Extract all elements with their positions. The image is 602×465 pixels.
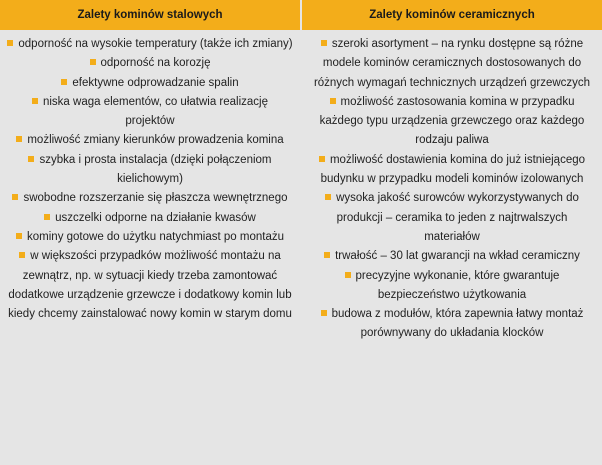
square-bullet-icon <box>90 59 96 65</box>
square-bullet-icon <box>7 40 13 46</box>
square-bullet-icon <box>325 194 331 200</box>
square-bullet-icon <box>61 79 67 85</box>
ceramic-advantage-item-text: trwałość – 30 lat gwarancji na wkład ceramiczny <box>335 250 580 263</box>
square-bullet-icon <box>16 233 22 239</box>
steel-advantage-item-text: szybka i prosta instalacja (dzięki połączeniom kielichowym) <box>39 153 272 186</box>
square-bullet-icon <box>28 156 34 162</box>
ceramic-advantage-item <box>308 305 596 344</box>
ceramic-advantage-item-text: szeroki asortyment – na rynku dostępne są różne modele kominów ceramicznych dostosowanych do różnych wymagań technicznych urządzeń grzewczych <box>313 38 591 89</box>
square-bullet-icon <box>44 214 50 220</box>
steel-advantage-item-text: odporność na korozję <box>100 57 211 70</box>
steel-advantage-item <box>6 209 294 228</box>
ceramic-advantage-item <box>308 267 596 306</box>
ceramic-advantage-item-text: precyzyjne wykonanie, które gwarantuje bezpieczeństwo użytkowania <box>355 269 560 301</box>
ceramic-advantage-item <box>308 93 596 151</box>
steel-advantage-item-text: odporność na wysokie temperatury (także ich zmiany) <box>18 38 293 50</box>
ceramic-advantage-item <box>308 151 596 190</box>
steel-advantage-item <box>6 247 294 324</box>
ceramic-advantage-item-text: wysoka jakość surowców wykorzystywanych do produkcji – ceramika to jeden z najtrwalszych materiałów <box>336 192 579 243</box>
steel-advantage-item-text: w większości przypadków możliwość montażu na zewnątrz, np. w sytuacji kiedy trzeba zamontować dodatkowe urządzenie grzewcze i dodatkowy komin lub kiedy chcemy zainstalować nowy komin w starym domu <box>8 250 292 321</box>
ceramic-advantage-item <box>308 247 596 266</box>
steel-advantages-column <box>0 34 300 344</box>
ceramic-advantage-item-text: budowa z modułów, która zapewnia łatwy montaż porównywany do układania klocków <box>331 308 584 340</box>
steel-advantage-item-text: możliwość zmiany kierunków prowadzenia komina <box>27 134 284 147</box>
steel-advantage-item <box>6 228 294 247</box>
header-steel-chimneys: Zalety kominów stalowych <box>0 0 300 30</box>
steel-advantage-item-text: uszczelki odporne na działanie kwasów <box>55 211 256 224</box>
table-header-row <box>0 0 602 30</box>
table-body <box>0 34 602 344</box>
ceramic-advantages-column <box>302 34 602 344</box>
square-bullet-icon <box>12 194 18 200</box>
square-bullet-icon <box>19 252 25 258</box>
steel-advantage-item <box>6 189 294 208</box>
square-bullet-icon <box>16 136 22 142</box>
steel-advantage-item <box>6 54 294 73</box>
square-bullet-icon <box>321 40 327 46</box>
square-bullet-icon <box>330 98 336 104</box>
steel-advantage-item-text: efektywne odprowadzanie spalin <box>72 76 239 89</box>
square-bullet-icon <box>32 98 38 104</box>
square-bullet-icon <box>319 156 325 162</box>
steel-advantage-item <box>6 74 294 93</box>
header-ceramic-chimneys: Zalety kominów ceramicznych <box>302 0 602 30</box>
steel-advantage-item-text: niska waga elementów, co ułatwia realizację projektów <box>42 95 268 128</box>
ceramic-advantage-item <box>308 35 596 93</box>
ceramic-advantage-item <box>308 189 596 247</box>
steel-advantage-item-text: swobodne rozszerzanie się płaszcza wewnętrznego <box>23 192 288 205</box>
ceramic-advantage-item-text: możliwość dostawienia komina do już istniejącego budynku w przypadku modeli kominów izolowanych <box>320 153 586 186</box>
steel-advantage-item <box>6 35 294 54</box>
steel-advantage-item <box>6 151 294 190</box>
ceramic-advantage-item-text: możliwość zastosowania komina w przypadku każdego typu urządzenia grzewczego oraz każdego rodzaju paliwa <box>319 95 585 147</box>
steel-advantage-item <box>6 93 294 132</box>
square-bullet-icon <box>321 310 327 316</box>
square-bullet-icon <box>324 252 330 258</box>
steel-advantage-item-text: kominy gotowe do użytku natychmiast po montażu <box>27 230 284 243</box>
square-bullet-icon <box>345 272 351 278</box>
steel-advantage-item <box>6 131 294 150</box>
